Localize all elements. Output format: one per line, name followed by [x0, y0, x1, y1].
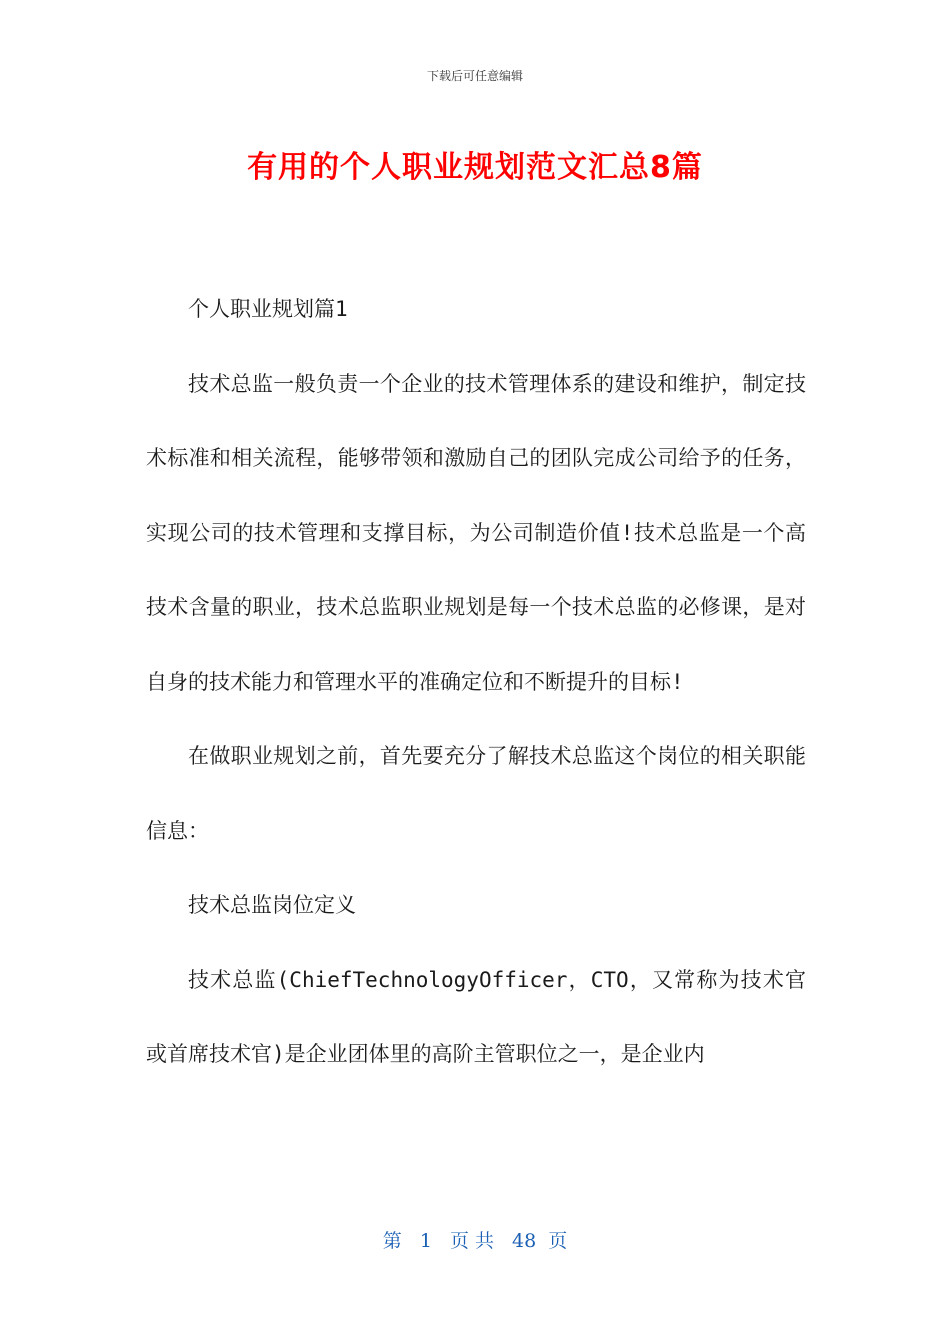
section-heading: 个人职业规划篇1 — [188, 297, 348, 321]
footer-page-number: 1 — [419, 1230, 432, 1252]
footer-total-pages: 48 — [512, 1230, 537, 1252]
footer-middle: 页 共 — [449, 1230, 494, 1252]
footer-prefix: 第 — [382, 1230, 402, 1252]
paragraph: 技术总监一般负责一个企业的技术管理体系的建设和维护，制定技术标准和相关流程，能够带领和激励自己的团队完成公司给予的任务，实现公司的技术管理和支撑目标，为公司制造价值!技术总监是一个高技术含量的职业，技术总监职业规划是每一个技术总监的必修课，是对自身的技术能力和管理水平的准确定位和不断提升的目标! — [146, 371, 806, 694]
paragraph: 技术总监(ChiefTechnologyOfficer，CTO，又常称为技术官或首席技术官)是企业团体里的高阶主管职位之一，是企业内 — [146, 967, 806, 1066]
page-footer — [0, 1226, 950, 1253]
footer-suffix: 页 — [548, 1230, 568, 1252]
document-body — [146, 272, 806, 1092]
paragraph: 在做职业规划之前，首先要充分了解技术总监这个岗位的相关职能信息： — [146, 744, 806, 843]
section-heading: 技术总监岗位定义 — [188, 893, 356, 917]
document-title: 有用的个人职业规划范文汇总8篇 — [247, 150, 703, 185]
header-note: 下载后可任意编辑 — [426, 69, 523, 83]
